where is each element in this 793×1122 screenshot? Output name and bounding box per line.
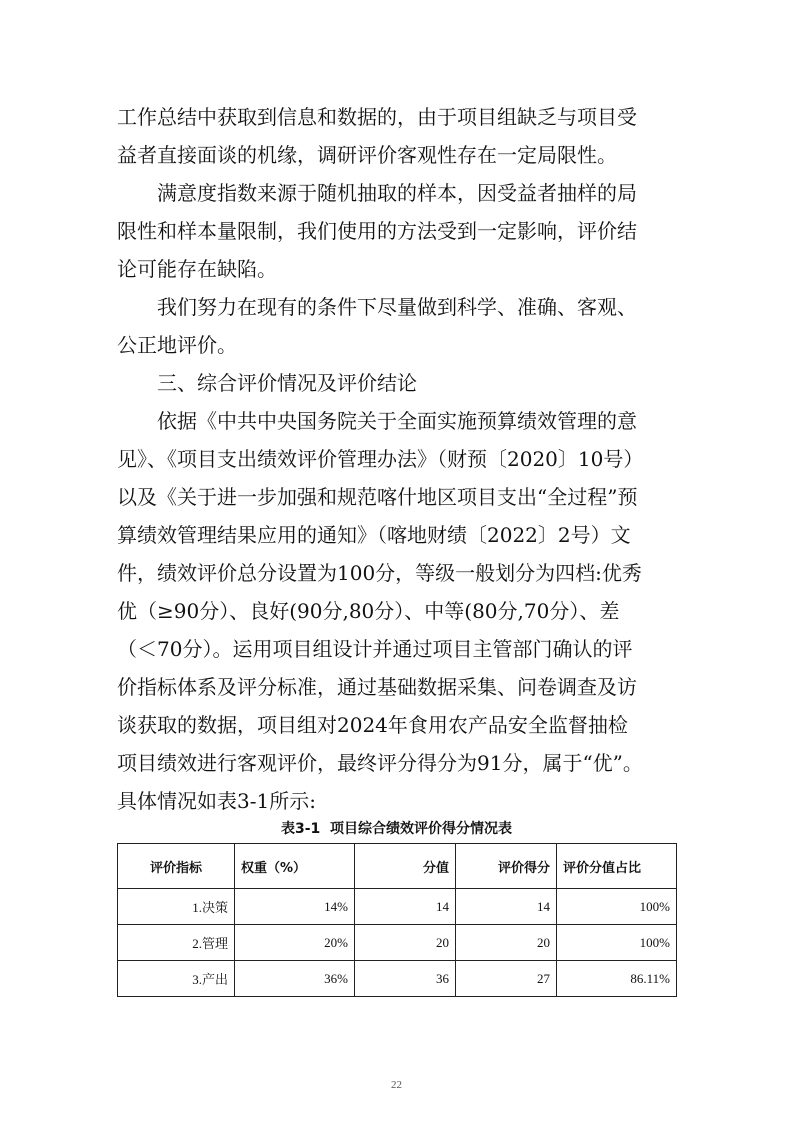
table-row	[118, 889, 677, 925]
body-text-line: 价指标体系及评分标准，通过基础数据采集、问卷调查及访	[117, 675, 637, 699]
body-text-line: 公正地评价。	[117, 333, 237, 357]
table-cell: 36	[355, 961, 456, 997]
table-cell: 86.11%	[557, 961, 677, 997]
table-cell: 20	[456, 925, 557, 961]
body-text-line: 优（≥90分）、良好(90分,80分）、中等(80分,70分）、差	[117, 599, 620, 623]
header-cell: 评价得分	[456, 844, 557, 889]
body-text-line: 论可能存在缺陷。	[117, 257, 277, 281]
body-text-line: 工作总结中获取到信息和数据的，由于项目组缺乏与项目受	[117, 105, 637, 129]
table-cell: 14	[456, 889, 557, 925]
header-cell: 评价指标	[118, 844, 235, 889]
section-heading: 三、综合评价情况及评价结论	[157, 371, 417, 395]
body-text-line: 益者直接面谈的机缘，调研评价客观性存在一定局限性。	[117, 143, 617, 167]
body-text-line: 具体情况如表3-1所示:	[117, 789, 316, 813]
body-text-line: 项目绩效进行客观评价，最终评分得分为91分，属于“优”。	[117, 751, 643, 775]
table-cell: 1.决策	[118, 889, 235, 925]
table-header-row	[118, 844, 677, 889]
body-text-line: 依据《中共中央国务院关于全面实施预算绩效管理的意	[157, 409, 637, 433]
table-caption: 表3-1 项目综合绩效评价得分情况表	[280, 821, 513, 837]
body-text-line: 算绩效管理结果应用的通知》（喀地财绩〔2022〕2号）文	[117, 523, 631, 547]
table-cell: 14%	[235, 889, 355, 925]
body-text-line: 见》、《项目支出绩效评价管理办法》（财预〔2020〕10号）	[117, 447, 644, 471]
header-cell: 评价分值占比	[557, 844, 677, 889]
body-text-line: 件，绩效评价总分设置为100分，等级一般划分为四档:优秀	[117, 561, 642, 585]
table-cell: 20	[355, 925, 456, 961]
body-text-line: 限性和样本量限制，我们使用的方法受到一定影响，评价结	[117, 219, 637, 243]
table-cell: 14	[355, 889, 456, 925]
table-cell: 100%	[557, 889, 677, 925]
body-text-line: （＜70分）。运用项目组设计并通过项目主管部门确认的评	[117, 637, 633, 661]
page-number: 22	[391, 1079, 402, 1091]
header-cell: 分值	[355, 844, 456, 889]
header-cell: 权重（%）	[235, 844, 355, 889]
table-cell: 36%	[235, 961, 355, 997]
table-cell: 20%	[235, 925, 355, 961]
body-text-line: 满意度指数来源于随机抽取的样本，因受益者抽样的局	[157, 181, 637, 205]
body-text-line: 谈获取的数据，项目组对2024年食用农产品安全监督抽检	[117, 713, 628, 737]
body-text-line: 我们努力在现有的条件下尽量做到科学、准确、客观、	[157, 295, 637, 319]
table-row	[118, 961, 677, 997]
body-text-line: 以及《关于进一步加强和规范喀什地区项目支出“全过程”预	[117, 485, 638, 509]
table-cell: 27	[456, 961, 557, 997]
table-cell: 100%	[557, 925, 677, 961]
table-cell: 2.管理	[118, 925, 235, 961]
table-row	[118, 925, 677, 961]
score-table	[117, 843, 677, 997]
table-cell: 3.产出	[118, 961, 235, 997]
